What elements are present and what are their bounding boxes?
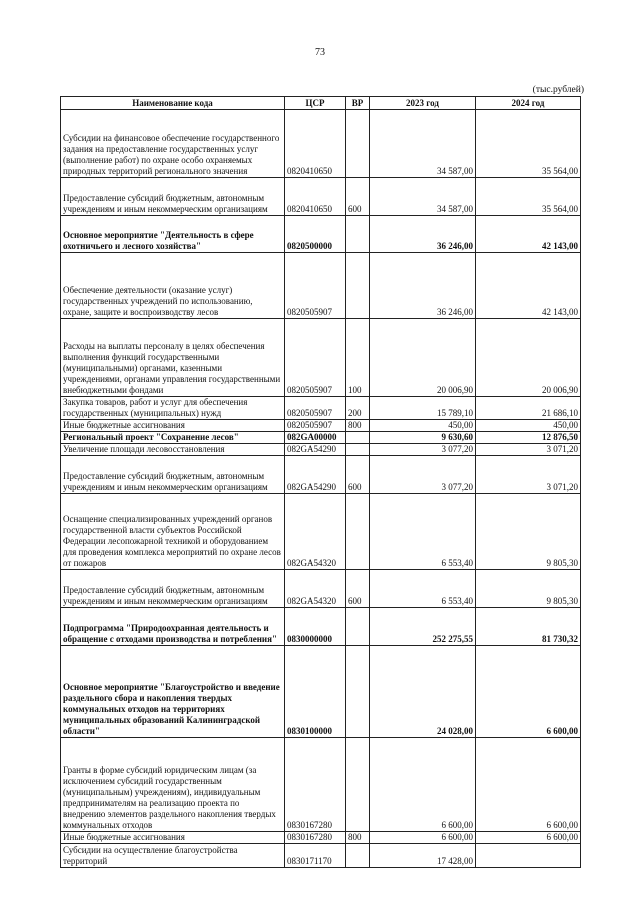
table-row	[61, 110, 581, 178]
row-amount-2023: 450,00	[370, 420, 476, 432]
row-csr-code: 0830167280	[285, 832, 346, 844]
row-vr-code	[346, 738, 370, 832]
row-amount-2024: 35 564,00	[476, 178, 581, 216]
row-vr-code	[346, 646, 370, 738]
row-name: Обеспечение деятельности (оказание услуг) государственных учреждений по использованию, охране, защите и воспроизводству лесов	[61, 253, 285, 319]
table-row	[61, 420, 581, 432]
row-name: Увеличение площади лесовосстановления	[61, 444, 285, 456]
row-csr-code: 0820505907	[285, 319, 346, 397]
row-vr-code	[346, 216, 370, 253]
table-row	[61, 844, 581, 868]
row-name: Расходы на выплаты персоналу в целях обеспечения выполнения функций государственными (муниципальными) органами, казенными учреждениями, органами управления государственными внебюджетными фондами	[61, 319, 285, 397]
row-amount-2024: 9 805,30	[476, 494, 581, 570]
table-row	[61, 432, 581, 444]
row-amount-2023: 20 006,90	[370, 319, 476, 397]
header-year-2024: 2024 год	[476, 97, 581, 110]
row-vr-code: 600	[346, 178, 370, 216]
table-row	[61, 608, 581, 646]
row-amount-2023: 6 553,40	[370, 570, 476, 608]
budget-table	[60, 96, 581, 868]
row-amount-2024: 6 600,00	[476, 738, 581, 832]
units-label: (тыс.рублей)	[532, 85, 584, 95]
table-row	[61, 216, 581, 253]
row-name: Оснащение специализированных учреждений органов государственной власти субъектов Российской Федерации лесопожарной техникой и оборудованием для проведения комплекса мероприятий по охране лесов от пожаров	[61, 494, 285, 570]
header-name: Наименование кода	[61, 97, 285, 110]
row-vr-code: 800	[346, 420, 370, 432]
row-amount-2024: 20 006,90	[476, 319, 581, 397]
page-number: 73	[315, 47, 325, 58]
table-row	[61, 253, 581, 319]
row-amount-2024: 12 876,50	[476, 432, 581, 444]
row-csr-code: 0830100000	[285, 646, 346, 738]
row-csr-code: 0830167280	[285, 738, 346, 832]
row-vr-code: 800	[346, 832, 370, 844]
row-amount-2023: 17 428,00	[370, 844, 476, 868]
header-csr: ЦСР	[285, 97, 346, 110]
row-csr-code: 0820500000	[285, 216, 346, 253]
row-name: Предоставление субсидий бюджетным, автономным учреждениям и иным некоммерческим организациям	[61, 570, 285, 608]
row-amount-2024: 3 071,20	[476, 456, 581, 494]
row-amount-2024: 6 600,00	[476, 832, 581, 844]
row-name: Региональный проект "Сохранение лесов"	[61, 432, 285, 444]
row-vr-code	[346, 494, 370, 570]
table-row	[61, 570, 581, 608]
row-amount-2024	[476, 844, 581, 868]
row-csr-code: 0820505907	[285, 420, 346, 432]
row-amount-2024: 35 564,00	[476, 110, 581, 178]
row-amount-2023: 34 587,00	[370, 178, 476, 216]
row-amount-2023: 6 600,00	[370, 738, 476, 832]
table-row	[61, 646, 581, 738]
row-amount-2023: 36 246,00	[370, 216, 476, 253]
table-row	[61, 444, 581, 456]
row-amount-2024: 9 805,30	[476, 570, 581, 608]
row-csr-code: 082GA00000	[285, 432, 346, 444]
row-name: Иные бюджетные ассигнования	[61, 832, 285, 844]
row-name: Основное мероприятие "Благоустройство и введение раздельного сбора и накопления твердых коммунальных отходов на территориях муниципальных образований Калининградской области"	[61, 646, 285, 738]
table-row	[61, 738, 581, 832]
row-csr-code: 0820410650	[285, 178, 346, 216]
header-vr: ВР	[346, 97, 370, 110]
row-amount-2024: 21 686,10	[476, 397, 581, 420]
row-amount-2024: 450,00	[476, 420, 581, 432]
row-vr-code	[346, 844, 370, 868]
row-amount-2024: 42 143,00	[476, 216, 581, 253]
table-row	[61, 494, 581, 570]
row-csr-code: 082GA54320	[285, 494, 346, 570]
row-name: Подпрограмма "Природоохранная деятельность и обращение с отходами производства и потребления"	[61, 608, 285, 646]
row-name: Предоставление субсидий бюджетным, автономным учреждениям и иным некоммерческим организациям	[61, 178, 285, 216]
header-year-2023: 2023 год	[370, 97, 476, 110]
row-vr-code: 200	[346, 397, 370, 420]
row-vr-code	[346, 253, 370, 319]
table-row	[61, 178, 581, 216]
row-amount-2023: 3 077,20	[370, 456, 476, 494]
row-amount-2024: 3 071,20	[476, 444, 581, 456]
table-row	[61, 397, 581, 420]
row-name: Основное мероприятие "Деятельность в сфере охотничьего и лесного хозяйства"	[61, 216, 285, 253]
row-amount-2023: 3 077,20	[370, 444, 476, 456]
row-csr-code: 0820505907	[285, 253, 346, 319]
row-name: Закупка товаров, работ и услуг для обеспечения государственных (муниципальных) нужд	[61, 397, 285, 420]
row-csr-code: 0830000000	[285, 608, 346, 646]
row-name: Субсидии на осуществление благоустройства территорий	[61, 844, 285, 868]
row-amount-2024: 6 600,00	[476, 646, 581, 738]
row-csr-code: 0830171170	[285, 844, 346, 868]
row-amount-2023: 34 587,00	[370, 110, 476, 178]
row-csr-code: 0820505907	[285, 397, 346, 420]
row-csr-code: 082GA54290	[285, 456, 346, 494]
row-vr-code	[346, 432, 370, 444]
row-name: Субсидии на финансовое обеспечение государственного задания на предоставление государственных услуг (выполнение работ) по охране особо охраняемых природных территорий регионального значения	[61, 110, 285, 178]
table-header-row	[61, 97, 581, 110]
row-vr-code	[346, 608, 370, 646]
row-vr-code: 600	[346, 570, 370, 608]
row-csr-code: 0820410650	[285, 110, 346, 178]
row-name: Иные бюджетные ассигнования	[61, 420, 285, 432]
row-name: Предоставление субсидий бюджетным, автономным учреждениям и иным некоммерческим организациям	[61, 456, 285, 494]
row-amount-2023: 15 789,10	[370, 397, 476, 420]
row-name: Гранты в форме субсидий юридическим лицам (за исключением субсидий государственным (муниципальным) учреждениям), индивидуальным предпринимателям на реализацию проекта по внедрению элементов раздельного накопления твердых коммунальных отходов	[61, 738, 285, 832]
table-row	[61, 319, 581, 397]
row-csr-code: 082GA54290	[285, 444, 346, 456]
row-amount-2023: 36 246,00	[370, 253, 476, 319]
row-amount-2023: 9 630,60	[370, 432, 476, 444]
table-row	[61, 456, 581, 494]
row-vr-code: 600	[346, 456, 370, 494]
table-row	[61, 832, 581, 844]
row-amount-2024: 81 730,32	[476, 608, 581, 646]
row-vr-code	[346, 444, 370, 456]
row-csr-code: 082GA54320	[285, 570, 346, 608]
row-vr-code: 100	[346, 319, 370, 397]
row-amount-2023: 6 553,40	[370, 494, 476, 570]
row-amount-2023: 24 028,00	[370, 646, 476, 738]
row-vr-code	[346, 110, 370, 178]
row-amount-2024: 42 143,00	[476, 253, 581, 319]
row-amount-2023: 252 275,55	[370, 608, 476, 646]
row-amount-2023: 6 600,00	[370, 832, 476, 844]
